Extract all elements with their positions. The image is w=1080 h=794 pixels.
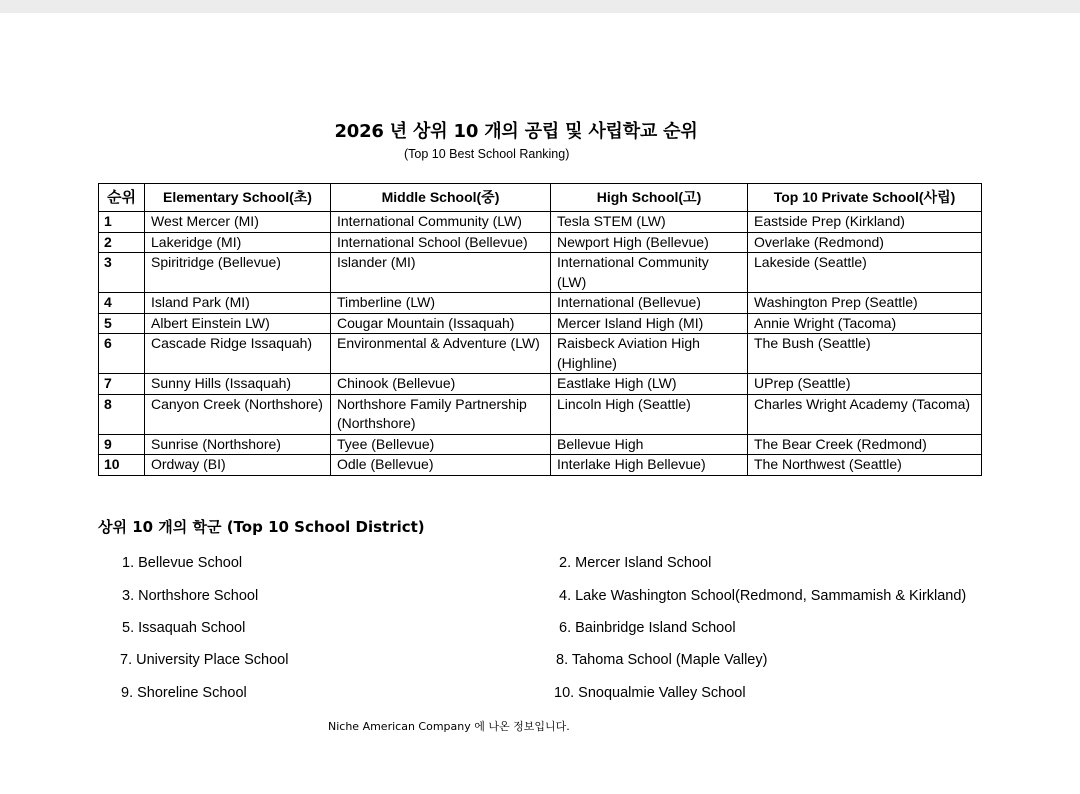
header-elementary: Elementary School(초) (145, 184, 331, 212)
elementary-cell: Spiritridge (Bellevue) (145, 253, 331, 293)
private-cell: The Bear Creek (Redmond) (748, 434, 982, 455)
rank-cell: 4 (99, 293, 145, 314)
middle-cell: Islander (MI) (331, 253, 551, 293)
elementary-cell: Sunrise (Northshore) (145, 434, 331, 455)
elementary-cell: Cascade Ridge Issaquah) (145, 334, 331, 374)
high-cell: Interlake High Bellevue) (551, 455, 748, 476)
table-row (99, 374, 982, 395)
high-cell: Newport High (Bellevue) (551, 232, 748, 253)
page-title: 2026 년 상위 10 개의 공립 및 사립학교 순위 (334, 121, 698, 142)
middle-cell: Odle (Bellevue) (331, 455, 551, 476)
elementary-cell: Lakeridge (MI) (145, 232, 331, 253)
middle-cell: Tyee (Bellevue) (331, 434, 551, 455)
source-footer: Niche American Company 에 나온 정보입니다. (328, 720, 570, 733)
table-row (99, 455, 982, 476)
middle-cell: International School (Bellevue) (331, 232, 551, 253)
high-cell: Raisbeck Aviation High (Highline) (551, 334, 748, 374)
elementary-cell: Island Park (MI) (145, 293, 331, 314)
district-item-1: 1. Bellevue School (122, 555, 243, 571)
district-item-3: 3. Northshore School (122, 588, 259, 604)
high-cell: Eastlake High (LW) (551, 374, 748, 395)
rank-cell: 9 (99, 434, 145, 455)
table-row (99, 434, 982, 455)
header-middle: Middle School(중) (331, 184, 551, 212)
high-cell: International Community (LW) (551, 253, 748, 293)
high-cell: Mercer Island High (MI) (551, 313, 748, 334)
elementary-cell: Ordway (BI) (145, 455, 331, 476)
elementary-cell: Albert Einstein LW) (145, 313, 331, 334)
high-cell: Lincoln High (Seattle) (551, 394, 748, 434)
private-cell: Lakeside (Seattle) (748, 253, 982, 293)
header-private: Top 10 Private School(사립) (748, 184, 982, 212)
table-header-row (99, 184, 982, 212)
middle-cell: Chinook (Bellevue) (331, 374, 551, 395)
table-row (99, 232, 982, 253)
high-cell: International (Bellevue) (551, 293, 748, 314)
private-cell: Washington Prep (Seattle) (748, 293, 982, 314)
rank-cell: 10 (99, 455, 145, 476)
rank-cell: 3 (99, 253, 145, 293)
middle-cell: International Community (LW) (331, 212, 551, 233)
table-row (99, 253, 982, 293)
district-item-10: 10. Snoqualmie Valley School (554, 685, 746, 701)
private-cell: Charles Wright Academy (Tacoma) (748, 394, 982, 434)
rank-cell: 2 (99, 232, 145, 253)
table-row (99, 334, 982, 374)
middle-cell: Northshore Family Partnership (Northshore) (331, 394, 551, 434)
middle-cell: Timberline (LW) (331, 293, 551, 314)
rank-cell: 7 (99, 374, 145, 395)
district-item-7: 7. University Place School (120, 652, 289, 668)
high-cell: Tesla STEM (LW) (551, 212, 748, 233)
private-cell: Overlake (Redmond) (748, 232, 982, 253)
district-item-6: 6. Bainbridge Island School (559, 620, 736, 636)
header-rank: 순위 (99, 184, 145, 212)
table-row (99, 394, 982, 434)
top-bar (0, 0, 1080, 13)
rank-cell: 8 (99, 394, 145, 434)
table-row (99, 212, 982, 233)
district-section-title: 상위 10 개의 학군 (Top 10 School District) (98, 518, 425, 536)
private-cell: UPrep (Seattle) (748, 374, 982, 395)
elementary-cell: West Mercer (MI) (145, 212, 331, 233)
elementary-cell: Sunny Hills (Issaquah) (145, 374, 331, 395)
district-item-8: 8. Tahoma School (Maple Valley) (556, 652, 768, 668)
table-row (99, 313, 982, 334)
high-cell: Bellevue High (551, 434, 748, 455)
district-item-5: 5. Issaquah School (122, 620, 246, 636)
table-row (99, 293, 982, 314)
private-cell: The Bush (Seattle) (748, 334, 982, 374)
district-item-2: 2. Mercer Island School (559, 555, 712, 571)
district-item-4: 4. Lake Washington School(Redmond, Sammamish & Kirkland) (559, 588, 967, 604)
private-cell: Eastside Prep (Kirkland) (748, 212, 982, 233)
private-cell: Annie Wright (Tacoma) (748, 313, 982, 334)
header-high: High School(고) (551, 184, 748, 212)
rank-cell: 5 (99, 313, 145, 334)
elementary-cell: Canyon Creek (Northshore) (145, 394, 331, 434)
middle-cell: Environmental & Adventure (LW) (331, 334, 551, 374)
page-subtitle: (Top 10 Best School Ranking) (404, 147, 570, 161)
private-cell: The Northwest (Seattle) (748, 455, 982, 476)
middle-cell: Cougar Mountain (Issaquah) (331, 313, 551, 334)
rank-cell: 1 (99, 212, 145, 233)
rank-cell: 6 (99, 334, 145, 374)
district-item-9: 9. Shoreline School (121, 685, 247, 701)
ranking-table (98, 183, 982, 476)
